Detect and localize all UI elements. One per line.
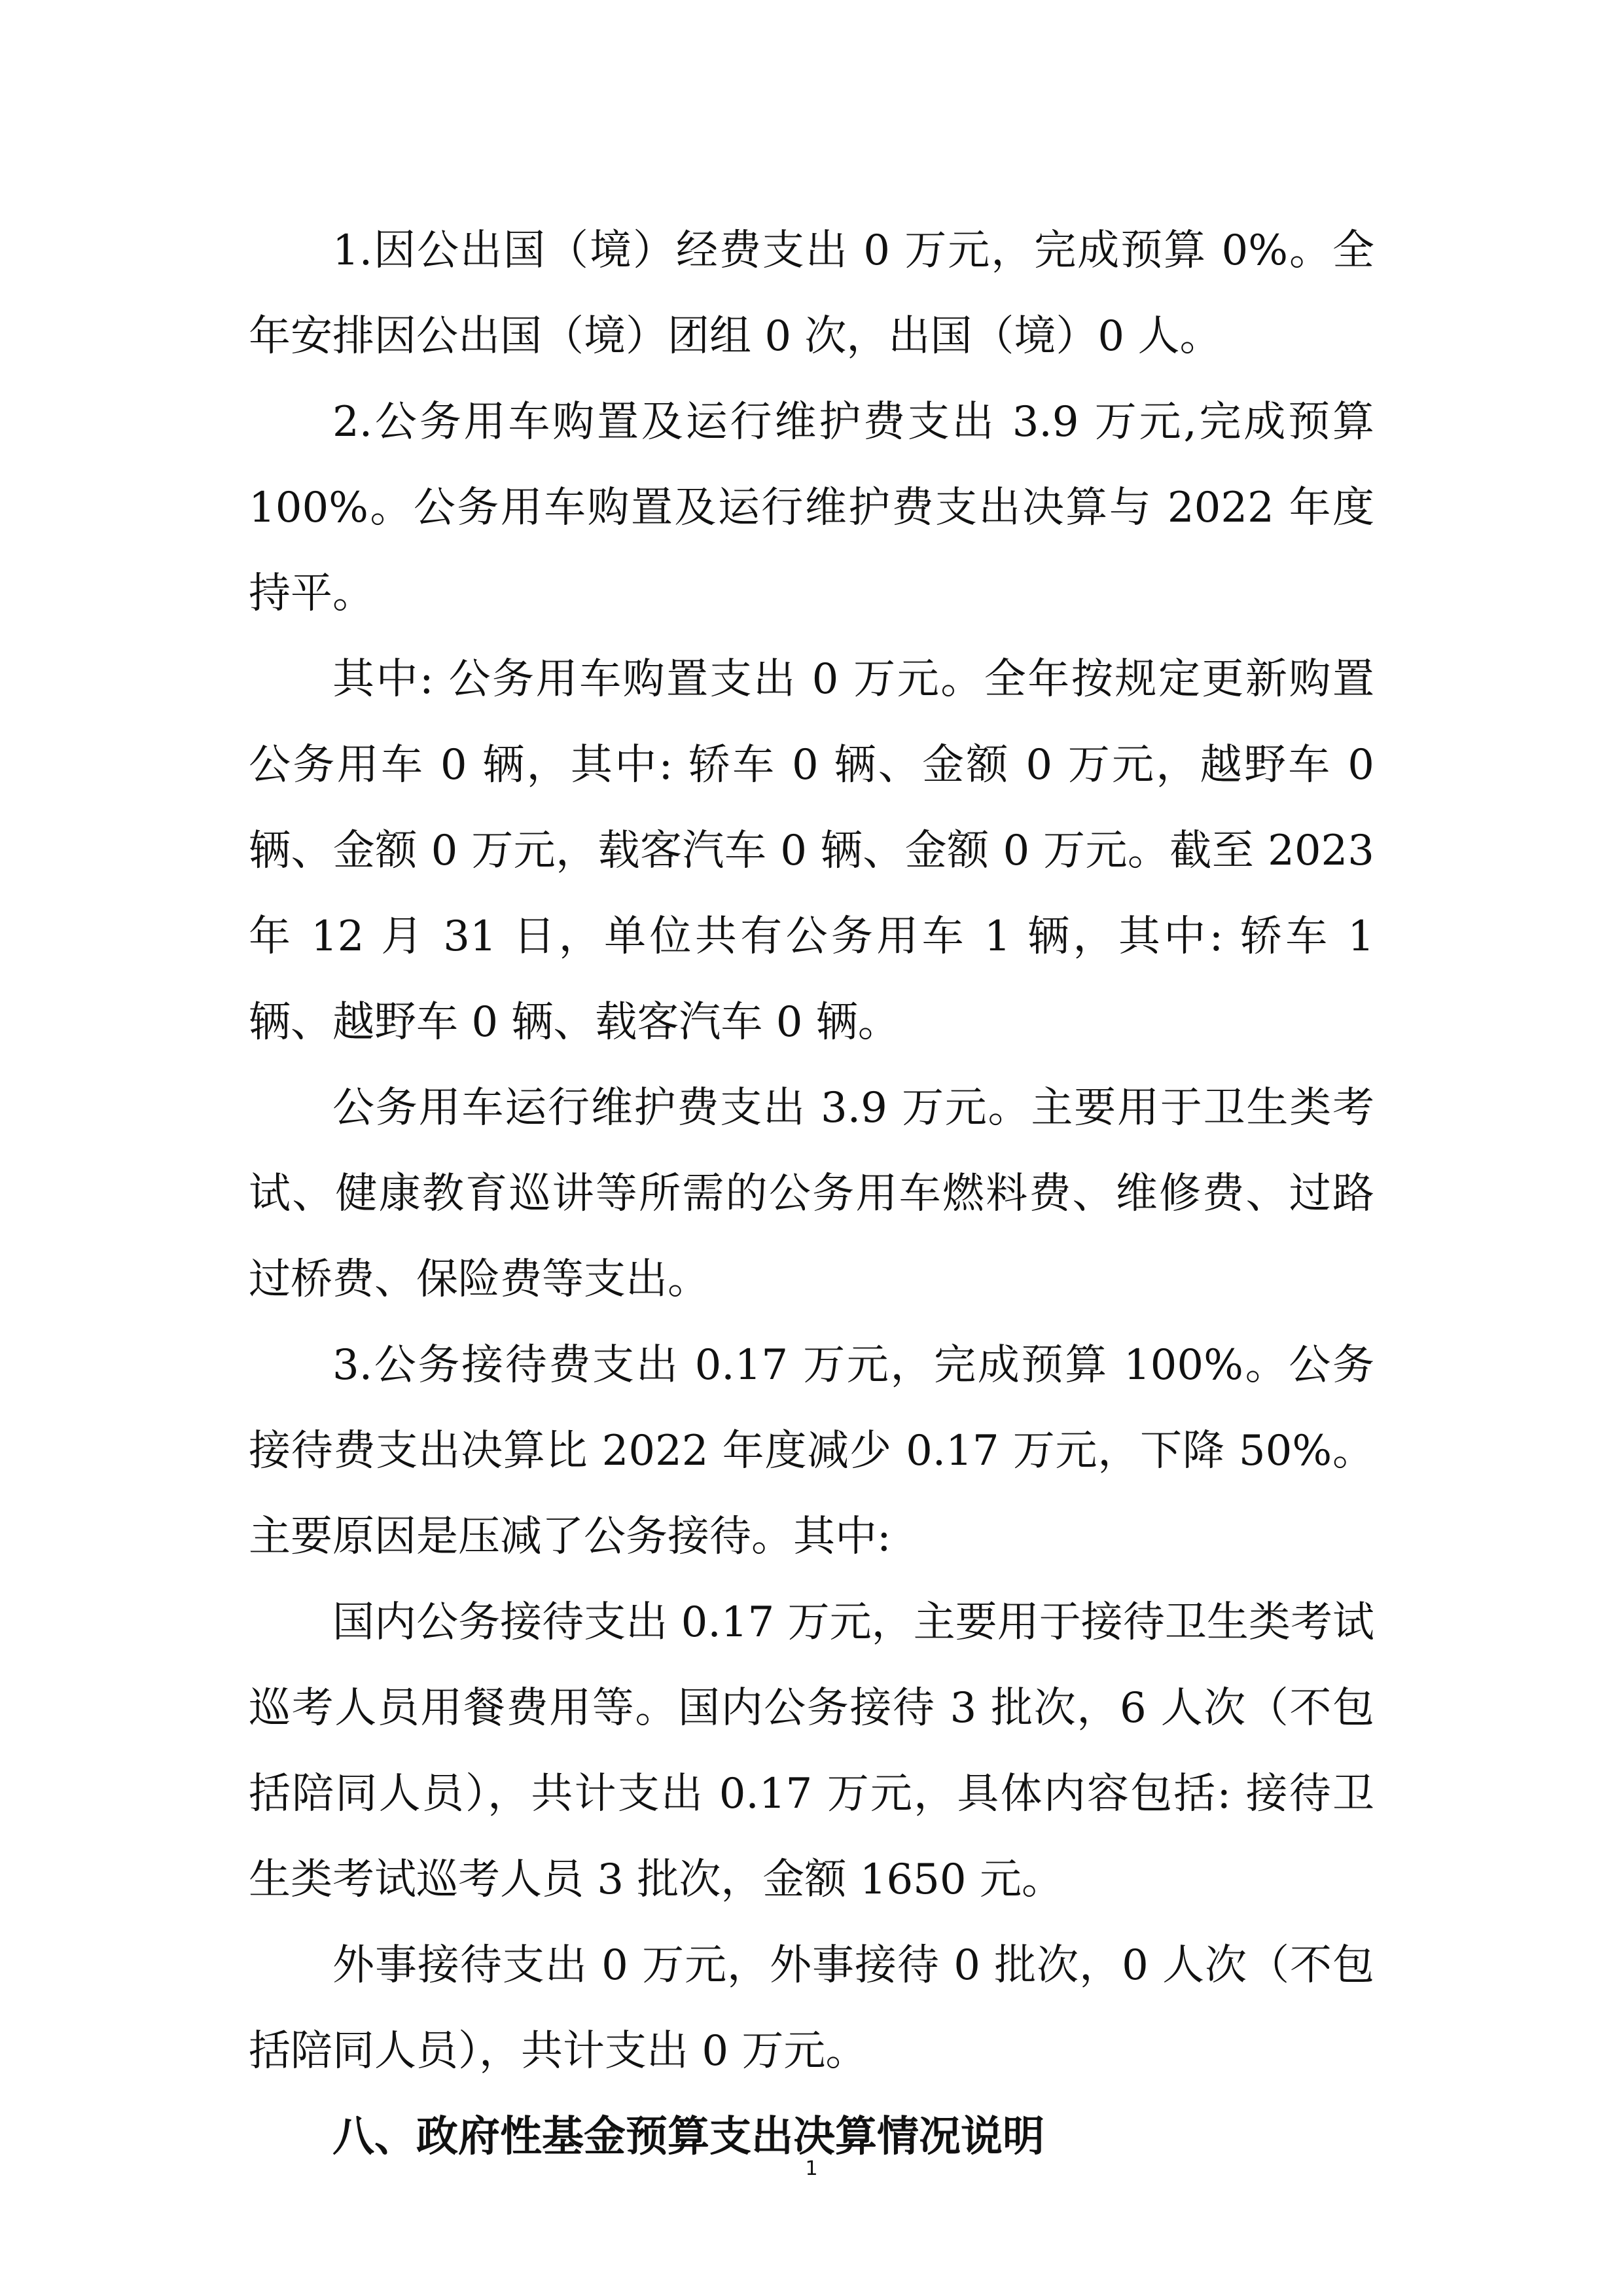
section-heading: 八、政府性基金预算支出决算情况说明 — [332, 2113, 1044, 2161]
paragraph-vehicle-maintenance: 公务用车运行维护费支出 3.9 万元。主要用于卫生类考试、健康教育巡讲等所需的公务用车燃料费、维修费、过路过桥费、保险费等支出。 — [249, 1084, 1374, 1304]
paragraph-overseas-expense: 1.因公出国（境）经费支出 0 万元，完成预算 0%。全年安排因公出国（境）团组 0 次，出国（境）0 人。 — [249, 226, 1374, 361]
paragraph-foreign-reception: 外事接待支出 0 万元，外事接待 0 批次，0 人次（不包括陪同人员），共计支出 0 万元。 — [249, 1941, 1374, 2075]
page-number: 1 — [805, 2157, 818, 2180]
paragraph-vehicle-purchase: 其中: 公务用车购置支出 0 万元。全年按规定更新购置公务用车 0 辆，其中: 轿车 0 辆、金额 0 万元，越野车 0 辆、金额 0 万元，载客汽车 0 辆、金额 0 万元。截至 2023 年 12 月 31 日，单位共有公务用车 1 辆，其中: 轿车 1 辆、越野车 0 辆、载客汽车 0 辆。 — [249, 655, 1374, 1047]
paragraph-vehicle-expense: 2.公务用车购置及运行维护费支出 3.9 万元,完成预算 100%。公务用车购置及运行维护费支出决算与 2022 年度持平。 — [249, 398, 1374, 618]
document-body — [249, 208, 1374, 2180]
paragraph-reception-expense: 3.公务接待费支出 0.17 万元，完成预算 100%。公务接待费支出决算比 2022 年度减少 0.17 万元，下降 50%。主要原因是压减了公务接待。其中: — [249, 1341, 1374, 1561]
paragraph-domestic-reception: 国内公务接待支出 0.17 万元，主要用于接待卫生类考试巡考人员用餐费用等。国内公务接待 3 批次，6 人次（不包括陪同人员），共计支出 0.17 万元，具体内容包括: 接待卫生类考试巡考人员 3 批次，金额 1650 元。 — [249, 1598, 1374, 1904]
